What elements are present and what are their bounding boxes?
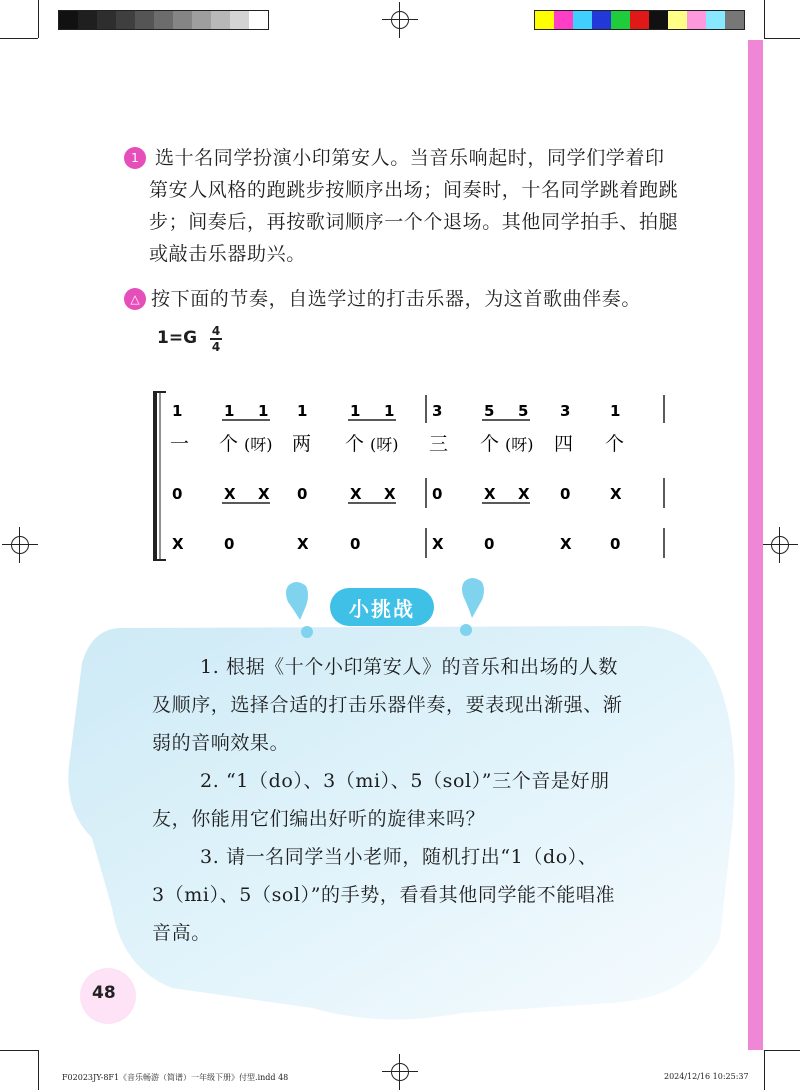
drop-decoration-right [450, 576, 490, 636]
crop-mark-top-right-v [764, 0, 765, 38]
melody-note: 1 [172, 402, 183, 420]
crop-mark-top-left-h [0, 38, 38, 39]
registration-mark-right [762, 527, 798, 563]
rhythm-note: X [432, 535, 444, 553]
rhythm-note: X [258, 485, 270, 503]
gray-swatch [192, 11, 211, 29]
lyric-char: 三 [429, 433, 449, 455]
color-swatch [668, 11, 687, 29]
color-swatch [706, 11, 725, 29]
gray-swatch [211, 11, 230, 29]
rhythm-note: X [384, 485, 396, 503]
melody-note: 1 [258, 402, 269, 420]
registration-mark-bottom [382, 1054, 418, 1090]
rhythm-note: X [610, 485, 622, 503]
challenge-3-line-1: 3. 请一名同学当小老师，随机打出“1（do）、 [200, 846, 598, 868]
system-bracket [153, 392, 157, 560]
color-swatch [554, 11, 573, 29]
page-number: 48 [92, 983, 116, 1003]
gray-swatch [135, 11, 154, 29]
melody-note: 1 [297, 402, 308, 420]
activity-paragraph-1 [149, 142, 695, 270]
challenge-3-line-3: 音高。 [152, 922, 211, 944]
challenge-2-line-1: 2. “1（do）、3（mi）、5（sol）”三个音是好朋 [200, 770, 610, 792]
activity-1-line-3: 步；间奏后，再按歌词顺序一个个退场。其他同学拍手、拍腿 [149, 211, 679, 233]
gray-swatch [78, 11, 97, 29]
activity-1-line-2: 第安人风格的跑跳步按顺序出场；间奏时，十名同学跳着跑跳 [149, 179, 679, 201]
challenge-3-line-2: 3（mi）、5（sol）”的手势，看看其他同学能不能唱准 [152, 884, 616, 906]
lyrics-row [170, 433, 624, 455]
gray-swatch [59, 11, 78, 29]
challenge-item-1 [152, 648, 695, 762]
lyric-char: 个 [480, 433, 500, 455]
lyric-char: (呀) [505, 435, 534, 454]
melody-note: 1 [384, 402, 395, 420]
percussion-row-2 [172, 535, 620, 553]
challenge-item-3 [152, 838, 695, 952]
activity-icon-1: 1 [131, 151, 139, 165]
crop-mark-bottom-left-v [38, 1050, 39, 1090]
lyric-char: (呀) [244, 435, 273, 454]
activity-1-line-4: 或敲击乐器助兴。 [149, 243, 306, 265]
color-swatch [649, 11, 668, 29]
color-swatch [687, 11, 706, 29]
rhythm-note: X [172, 535, 184, 553]
rhythm-note: 0 [484, 535, 495, 553]
challenge-item-2 [152, 762, 695, 838]
color-swatch [630, 11, 649, 29]
key-signature: 1=G [157, 328, 198, 348]
crop-mark-bottom-right-h [764, 1050, 800, 1051]
melody-note: 3 [560, 402, 571, 420]
challenge-2-line-2: 友，你能用它们编出好听的旋律来吗？ [152, 808, 486, 830]
gray-swatch [97, 11, 116, 29]
gray-swatch [249, 11, 268, 29]
triangle-icon: △ [130, 292, 140, 306]
melody-note: 1 [224, 402, 235, 420]
melody-note: 5 [484, 402, 495, 420]
footer-file-info: F02023JY-8F1《音乐畅游（简谱）一年级下册》付型.indd 48 [62, 1073, 289, 1082]
challenge-1-line-1: 1. 根据《十个小印第安人》的音乐和出场的人数 [200, 656, 618, 678]
lyric-char: (呀) [370, 435, 399, 454]
activity-2-line-1: 按下面的节奏，自选学过的打击乐器，为这首歌曲伴奏。 [151, 288, 642, 310]
lyric-char: 个 [219, 433, 239, 455]
lyric-char: 个 [345, 433, 365, 455]
color-swatch [535, 11, 554, 29]
rhythm-note: X [224, 485, 236, 503]
activity-1-line-1: 选十名同学扮演小印第安人。当音乐响起时，同学们学着印 [155, 147, 665, 169]
lyric-char: 一 [170, 433, 190, 455]
lyric-char: 两 [292, 433, 312, 455]
footer-timestamp: 2024/12/16 10:25:37 [664, 1072, 749, 1081]
gray-swatch [154, 11, 173, 29]
drop-decoration-left [280, 580, 320, 640]
gray-swatch [116, 11, 135, 29]
time-signature [210, 325, 222, 353]
activity-paragraph-2 [151, 283, 711, 315]
activity-bullet-2 [124, 288, 146, 310]
melody-note: 5 [518, 402, 529, 420]
rhythm-note: 0 [432, 485, 443, 503]
gray-swatch [230, 11, 249, 29]
rhythm-note: 0 [610, 535, 621, 553]
rhythm-note: 0 [172, 485, 183, 503]
rhythm-note: 0 [560, 485, 571, 503]
crop-mark-top-left-v [38, 0, 39, 38]
rhythm-note: X [560, 535, 572, 553]
lyric-char: 四 [554, 433, 574, 455]
color-calibration-bar [534, 10, 745, 30]
melody-row [172, 402, 620, 420]
color-swatch [573, 11, 592, 29]
time-signature-bottom: 4 [211, 339, 221, 354]
percussion-row-1 [172, 485, 622, 503]
rhythm-note: X [350, 485, 362, 503]
rhythm-note: 0 [350, 535, 361, 553]
rhythm-note: X [518, 485, 530, 503]
color-swatch [725, 11, 744, 29]
challenge-1-line-2: 及顺序，选择合适的打击乐器伴奏，要表现出渐强、渐 [152, 694, 623, 716]
crop-mark-bottom-left-h [0, 1050, 38, 1051]
crop-mark-top-right-h [764, 38, 800, 39]
melody-note: 1 [350, 402, 361, 420]
time-signature-top: 4 [211, 324, 221, 338]
rhythm-note: 0 [224, 535, 235, 553]
registration-mark-top [382, 2, 418, 38]
gray-scale-bar [58, 10, 269, 30]
melody-note: 3 [432, 402, 443, 420]
crop-mark-bottom-right-v [764, 1050, 765, 1090]
rhythm-note: X [297, 535, 309, 553]
melody-note: 1 [610, 402, 621, 420]
challenge-1-line-3: 弱的音响效果。 [152, 732, 290, 754]
gray-swatch [173, 11, 192, 29]
lyric-char: 个 [605, 433, 625, 455]
rhythm-note: X [484, 485, 496, 503]
rhythm-note: 0 [297, 485, 308, 503]
rhythm-score [0, 380, 740, 570]
challenge-title: 小挑战 [330, 588, 434, 626]
activity-bullet-1 [124, 147, 146, 169]
color-swatch [611, 11, 630, 29]
pink-edge-strip [748, 40, 763, 1050]
color-swatch [592, 11, 611, 29]
